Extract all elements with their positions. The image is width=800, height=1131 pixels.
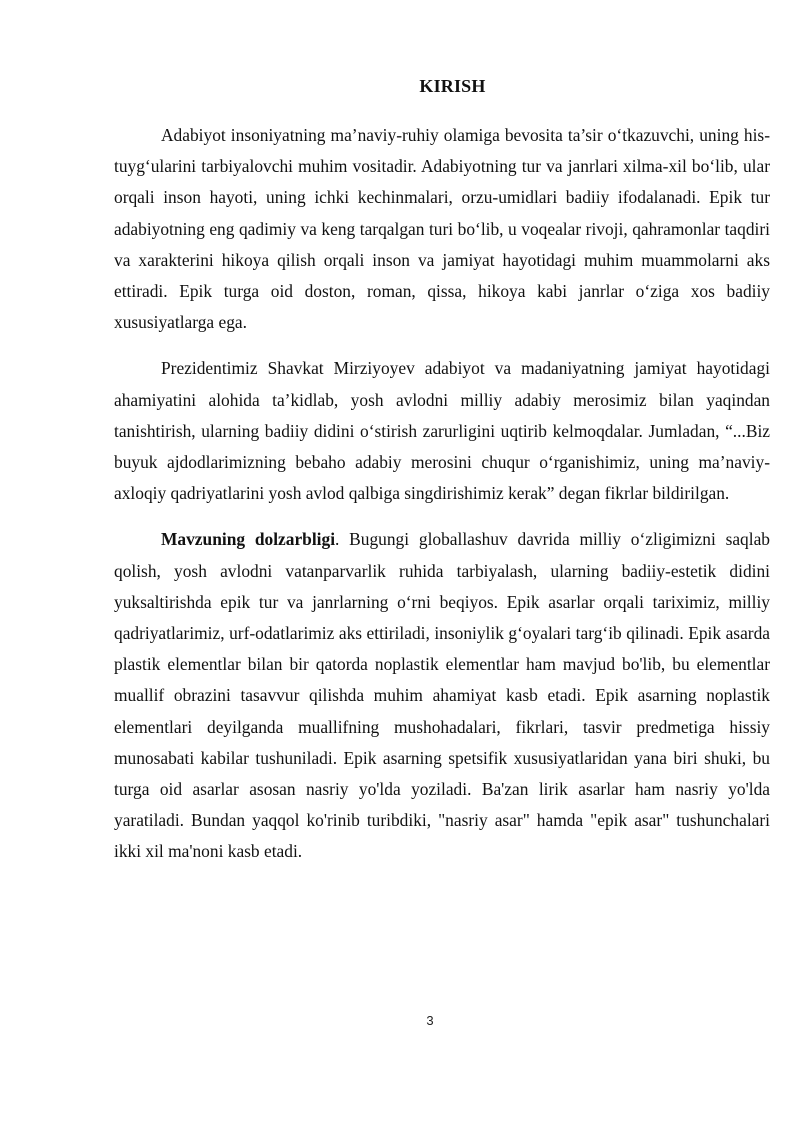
body-text xyxy=(114,120,770,883)
page-number: 3 xyxy=(426,1013,434,1028)
paragraph-intro xyxy=(114,120,770,338)
paragraph-president-quote xyxy=(114,353,770,509)
paragraph-text: Prezidentimiz Shavkat Mirziyoyev adabiyot va madaniyatning jamiyat hayotidagi ahamiyatini alohida ta’kidlab, yosh avlodni milliy adabiy merosimiz bilan yaqindan tanishtirish, ularning badiiy didini o‘stirish zarurligini uqtirib kelmoqdalar. Jumladan, “...Biz buyuk ajdodlarimizning bebaho adabiy merosini chuqur o‘rganishimiz, uning ma’naviy-axloqiy qadriyatlarini yosh avlod qalbiga singdirishimiz kerak” degan fikrlar bildirilgan. xyxy=(114,358,770,504)
paragraph-text: . Bugungi globallashuv davrida milliy o‘zligimizni saqlab qolish, yosh avlodni vatanparvarlik ruhida tarbiyalash, ularning badiiy-estetik didini yuksaltirishda epik tur va janrlarning o‘rni beqiyos. Epik asarlar orqali tariximiz, milliy qadriyatlarimiz, urf-odatlarimiz aks ettiriladi, insoniylik g‘oyalari targ‘ib qilinadi. Epik asarda plastik elementlar bilan bir qatorda noplastik elementlar ham mavjud bo'lib, bu elementlar muallif obrazini tasavvur qilishda muhim ahamiyat kasb etadi. Epik asarning noplastik elementlari deyilganda muallifning mushohadalari, fikrlari, tasvir predmetiga hissiy munosabati kabilar tushuniladi. Epik asarning spetsifik xususiyatlaridan yana biri shuki, bu turga oid asarlar asosan nasriy yo'lda yoziladi. Ba'zan lirik asarlar ham nasriy yo'lda yaratiladi. Bundan yaqqol ko'rinib turibdiki, "nasriy asar" hamda "epik asar" tushunchalari ikki xil ma'noni kasb etadi. xyxy=(114,529,770,862)
paragraph-text: Adabiyot insoniyatning ma’naviy-ruhiy olamiga bevosita ta’sir o‘tkazuvchi, uning his-tuyg‘ularini tarbiyalovchi muhim vositadir. Adabiyotning tur va janrlari xilma-xil bo‘lib, ular orqali inson hayoti, uning ichki kechinmalari, orzu-umidlari badiiy ifodalanadi. Epik tur adabiyotning eng qadimiy va keng tarqalgan turi bo‘lib, u voqealar rivoji, qahramonlar taqdiri va xarakterini hikoya qilish orqali inson va jamiyat hayotidagi muhim muammolarni aks ettiradi. Epik turga oid doston, roman, qissa, hikoya kabi janrlar o‘ziga xos badiiy xususiyatlarga ega. xyxy=(114,125,770,333)
paragraph-relevance xyxy=(114,524,770,867)
section-title: KIRISH xyxy=(419,76,486,96)
paragraph-lead-relevance: Mavzuning dolzarbligi xyxy=(161,529,336,550)
